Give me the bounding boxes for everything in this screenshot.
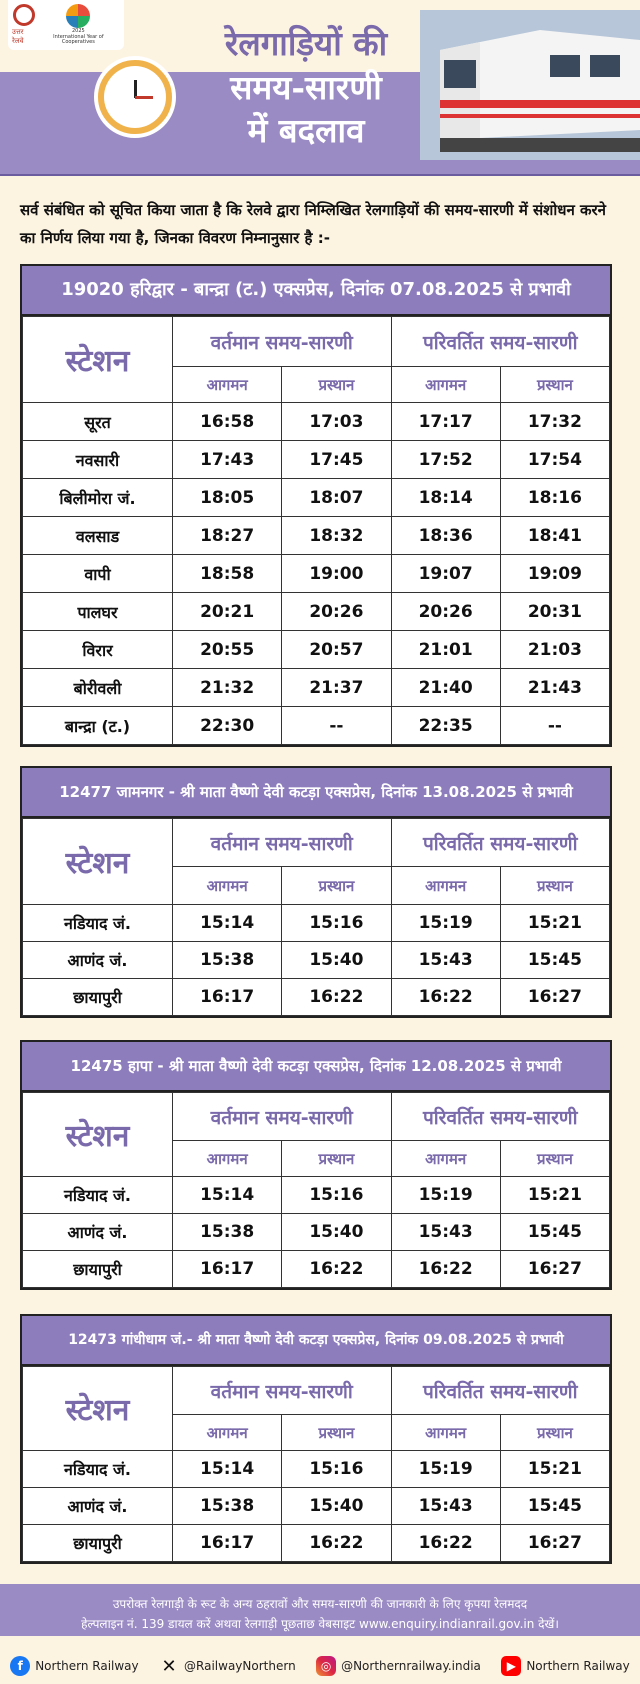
page-title bbox=[190, 22, 422, 153]
train-title: 12473 गांधीधाम जं.- श्री माता वैष्णो देवी कटड़ा एक्सप्रेस, दिनांक 09.08.2025 से प्रभावी bbox=[22, 1316, 610, 1366]
timetable bbox=[22, 1092, 610, 1288]
arrival-time: 16:17 bbox=[173, 979, 282, 1016]
arrival-time: 22:35 bbox=[391, 707, 500, 745]
current-schedule-header: वर्तमान समय-सारणी bbox=[173, 317, 392, 367]
departure-time: 16:22 bbox=[282, 1525, 391, 1562]
departure-time: 15:16 bbox=[282, 905, 391, 942]
revised-schedule-header: परिवर्तित समय-सारणी bbox=[391, 819, 610, 867]
station-name: आणंद जं. bbox=[23, 1214, 173, 1251]
station-name: पालघर bbox=[23, 593, 173, 631]
station-name: सूरत bbox=[23, 403, 173, 441]
table-row bbox=[23, 1451, 610, 1488]
table-row bbox=[23, 979, 610, 1016]
departure-time: 16:27 bbox=[500, 979, 609, 1016]
instagram-icon: ◎ bbox=[316, 1656, 336, 1676]
departure-time: 16:22 bbox=[282, 979, 391, 1016]
coop-logo-year: 2025 bbox=[72, 28, 85, 35]
table-row bbox=[23, 669, 610, 707]
station-name: वलसाड bbox=[23, 517, 173, 555]
arrival-time: 20:21 bbox=[173, 593, 282, 631]
departure-time: 17:32 bbox=[500, 403, 609, 441]
railway-emblem-icon bbox=[13, 4, 35, 26]
railway-logo bbox=[12, 4, 37, 46]
station-name: बोरीवली bbox=[23, 669, 173, 707]
arrival-time: 15:38 bbox=[173, 1488, 282, 1525]
departure-time: 15:16 bbox=[282, 1177, 391, 1214]
departure-header: प्रस्थान bbox=[500, 1415, 609, 1451]
railway-logo-text: उत्तर रेलवे bbox=[12, 28, 24, 45]
departure-time: 18:16 bbox=[500, 479, 609, 517]
logos bbox=[8, 0, 124, 50]
departure-time: -- bbox=[282, 707, 391, 745]
arrival-time: 17:43 bbox=[173, 441, 282, 479]
arrival-time: 16:22 bbox=[391, 1251, 500, 1288]
departure-time: 18:07 bbox=[282, 479, 391, 517]
train-illustration bbox=[420, 10, 640, 160]
table-row bbox=[23, 593, 610, 631]
arrival-time: 15:14 bbox=[173, 1451, 282, 1488]
footer-line-2: हेल्पलाइन नं. 139 डायल करें अथवा रेलगाड़ी पूछताछ वेबसाइट www.enquiry.indianrail.gov.in देखें। bbox=[81, 1617, 559, 1631]
facebook-icon: f bbox=[10, 1656, 30, 1676]
revised-schedule-header: परिवर्तित समय-सारणी bbox=[391, 317, 610, 367]
social-x[interactable] bbox=[159, 1656, 296, 1676]
intro-text: सर्व संबंधित को सूचित किया जाता है कि रेलवे द्वारा निम्लिखित रेलगाड़ियों की समय-सारणी में संशोधन करने का निर्णय लिया गया है, जिनका विवरण निम्नानुसार है :- bbox=[20, 201, 606, 247]
arrival-time: 19:07 bbox=[391, 555, 500, 593]
arrival-time: 21:32 bbox=[173, 669, 282, 707]
arrival-time: 18:27 bbox=[173, 517, 282, 555]
departure-time: 15:40 bbox=[282, 1488, 391, 1525]
station-name: बान्द्रा (ट.) bbox=[23, 707, 173, 745]
header-banner bbox=[0, 0, 640, 176]
table-row bbox=[23, 403, 610, 441]
station-name: छायापुरी bbox=[23, 1251, 173, 1288]
timetable-12473 bbox=[20, 1314, 612, 1564]
departure-time: 15:45 bbox=[500, 1214, 609, 1251]
social-bar bbox=[0, 1648, 640, 1684]
departure-header: प्रस्थान bbox=[282, 367, 391, 403]
departure-time: 16:27 bbox=[500, 1525, 609, 1562]
table-row bbox=[23, 707, 610, 745]
arrival-header: आगमन bbox=[173, 1415, 282, 1451]
arrival-time: 15:14 bbox=[173, 905, 282, 942]
departure-time: 16:27 bbox=[500, 1251, 609, 1288]
x-icon: ✕ bbox=[159, 1656, 179, 1676]
arrival-time: 20:26 bbox=[391, 593, 500, 631]
arrival-time: 17:52 bbox=[391, 441, 500, 479]
timetable bbox=[22, 1366, 610, 1562]
table-row bbox=[23, 555, 610, 593]
social-label: Northern Railway bbox=[35, 1659, 139, 1673]
youtube-icon: ▶ bbox=[501, 1656, 521, 1676]
current-schedule-header: वर्तमान समय-सारणी bbox=[173, 1367, 392, 1415]
station-name: आणंद जं. bbox=[23, 1488, 173, 1525]
departure-time: 19:00 bbox=[282, 555, 391, 593]
station-name: छायापुरी bbox=[23, 979, 173, 1016]
departure-header: प्रस्थान bbox=[282, 1415, 391, 1451]
title-line-3: में बदलाव bbox=[247, 111, 365, 151]
current-schedule-header: वर्तमान समय-सारणी bbox=[173, 1093, 392, 1141]
arrival-header: आगमन bbox=[391, 1141, 500, 1177]
station-name: नडियाद जं. bbox=[23, 905, 173, 942]
departure-time: 18:41 bbox=[500, 517, 609, 555]
station-name: बिलीमोरा जं. bbox=[23, 479, 173, 517]
train-title: 12475 हापा - श्री माता वैष्णो देवी कटड़ा एक्सप्रेस, दिनांक 12.08.2025 से प्रभावी bbox=[22, 1042, 610, 1092]
table-row bbox=[23, 441, 610, 479]
clock-icon bbox=[94, 56, 176, 138]
station-name: छायापुरी bbox=[23, 1525, 173, 1562]
arrival-time: 20:55 bbox=[173, 631, 282, 669]
coop-logo bbox=[37, 4, 120, 46]
timetable-19020 bbox=[20, 264, 612, 747]
departure-time: 20:31 bbox=[500, 593, 609, 631]
footer-note bbox=[0, 1584, 640, 1636]
arrival-time: 18:36 bbox=[391, 517, 500, 555]
arrival-time: 16:17 bbox=[173, 1525, 282, 1562]
revised-schedule-header: परिवर्तित समय-सारणी bbox=[391, 1367, 610, 1415]
arrival-time: 18:05 bbox=[173, 479, 282, 517]
arrival-time: 16:22 bbox=[391, 1525, 500, 1562]
station-name: विरार bbox=[23, 631, 173, 669]
station-header: स्टेशन bbox=[23, 1093, 173, 1177]
departure-header: प्रस्थान bbox=[500, 867, 609, 905]
arrival-time: 15:14 bbox=[173, 1177, 282, 1214]
departure-time: 15:16 bbox=[282, 1451, 391, 1488]
departure-time: 20:26 bbox=[282, 593, 391, 631]
departure-time: 15:45 bbox=[500, 942, 609, 979]
station-header: स्टेशन bbox=[23, 819, 173, 905]
table-row bbox=[23, 631, 610, 669]
revised-schedule-header: परिवर्तित समय-सारणी bbox=[391, 1093, 610, 1141]
arrival-time: 22:30 bbox=[173, 707, 282, 745]
station-name: नडियाद जं. bbox=[23, 1177, 173, 1214]
arrival-time: 15:19 bbox=[391, 1451, 500, 1488]
departure-header: प्रस्थान bbox=[282, 867, 391, 905]
station-name: नवसारी bbox=[23, 441, 173, 479]
arrival-time: 16:22 bbox=[391, 979, 500, 1016]
departure-time: 15:21 bbox=[500, 1451, 609, 1488]
departure-time: 15:45 bbox=[500, 1488, 609, 1525]
arrival-time: 15:19 bbox=[391, 905, 500, 942]
timetable-12477 bbox=[20, 766, 612, 1018]
arrival-header: आगमन bbox=[173, 1141, 282, 1177]
station-name: आणंद जं. bbox=[23, 942, 173, 979]
table-row bbox=[23, 479, 610, 517]
table-row bbox=[23, 942, 610, 979]
departure-time: 21:37 bbox=[282, 669, 391, 707]
departure-time: 15:40 bbox=[282, 1214, 391, 1251]
table-row bbox=[23, 517, 610, 555]
departure-time: 17:54 bbox=[500, 441, 609, 479]
coop-logo-text: International Year of Cooperatives bbox=[53, 33, 104, 46]
train-title: 19020 हरिद्वार - बान्द्रा (ट.) एक्सप्रेस, दिनांक 07.08.2025 से प्रभावी bbox=[22, 266, 610, 316]
departure-header: प्रस्थान bbox=[500, 1141, 609, 1177]
table-row bbox=[23, 1525, 610, 1562]
train-title: 12477 जामनगर - श्री माता वैष्णो देवी कटड़ा एक्सप्रेस, दिनांक 13.08.2025 से प्रभावी bbox=[22, 768, 610, 818]
table-row bbox=[23, 1214, 610, 1251]
social-label: Northern Railway bbox=[526, 1659, 630, 1673]
departure-time: 21:03 bbox=[500, 631, 609, 669]
title-line-1: रेलगाड़ियों की bbox=[224, 24, 388, 63]
arrival-time: 15:19 bbox=[391, 1177, 500, 1214]
arrival-header: आगमन bbox=[391, 1415, 500, 1451]
arrival-header: आगमन bbox=[391, 867, 500, 905]
table-row bbox=[23, 1251, 610, 1288]
timetable bbox=[22, 818, 610, 1016]
timetable-12475 bbox=[20, 1040, 612, 1290]
timetable bbox=[22, 316, 610, 745]
arrival-time: 21:01 bbox=[391, 631, 500, 669]
departure-time: 15:21 bbox=[500, 1177, 609, 1214]
current-schedule-header: वर्तमान समय-सारणी bbox=[173, 819, 392, 867]
arrival-time: 21:40 bbox=[391, 669, 500, 707]
departure-time: 15:21 bbox=[500, 905, 609, 942]
departure-time: 21:43 bbox=[500, 669, 609, 707]
table-row bbox=[23, 1488, 610, 1525]
arrival-time: 18:58 bbox=[173, 555, 282, 593]
station-header: स्टेशन bbox=[23, 317, 173, 403]
departure-time: 20:57 bbox=[282, 631, 391, 669]
arrival-time: 16:17 bbox=[173, 1251, 282, 1288]
departure-time: 16:22 bbox=[282, 1251, 391, 1288]
departure-header: प्रस्थान bbox=[282, 1141, 391, 1177]
departure-time: 15:40 bbox=[282, 942, 391, 979]
social-facebook[interactable] bbox=[10, 1656, 138, 1676]
arrival-time: 15:43 bbox=[391, 1488, 500, 1525]
footer-line-1: उपरोक्त रेलगाड़ी के रूट के अन्य ठहरावों और समय-सारणी की जानकारी के लिए कृपया रेलमदद bbox=[112, 1597, 528, 1611]
arrival-time: 17:17 bbox=[391, 403, 500, 441]
departure-time: 17:45 bbox=[282, 441, 391, 479]
arrival-time: 15:38 bbox=[173, 942, 282, 979]
social-youtube[interactable] bbox=[501, 1656, 629, 1676]
arrival-header: आगमन bbox=[391, 367, 500, 403]
arrival-header: आगमन bbox=[173, 867, 282, 905]
social-instagram[interactable] bbox=[316, 1656, 481, 1676]
departure-time: 17:03 bbox=[282, 403, 391, 441]
social-label: @RailwayNorthern bbox=[184, 1659, 296, 1673]
station-header: स्टेशन bbox=[23, 1367, 173, 1451]
departure-header: प्रस्थान bbox=[500, 367, 609, 403]
arrival-time: 15:38 bbox=[173, 1214, 282, 1251]
table-row bbox=[23, 905, 610, 942]
title-line-2: समय-सारणी bbox=[230, 67, 382, 107]
arrival-time: 15:43 bbox=[391, 942, 500, 979]
departure-time: 19:09 bbox=[500, 555, 609, 593]
arrival-time: 16:58 bbox=[173, 403, 282, 441]
social-label: @Northernrailway.india bbox=[341, 1659, 481, 1673]
station-name: नडियाद जं. bbox=[23, 1451, 173, 1488]
coop-emblem-icon bbox=[66, 4, 90, 28]
arrival-time: 15:43 bbox=[391, 1214, 500, 1251]
table-row bbox=[23, 1177, 610, 1214]
station-name: वापी bbox=[23, 555, 173, 593]
departure-time: 18:32 bbox=[282, 517, 391, 555]
arrival-time: 18:14 bbox=[391, 479, 500, 517]
arrival-header: आगमन bbox=[173, 367, 282, 403]
departure-time: -- bbox=[500, 707, 609, 745]
